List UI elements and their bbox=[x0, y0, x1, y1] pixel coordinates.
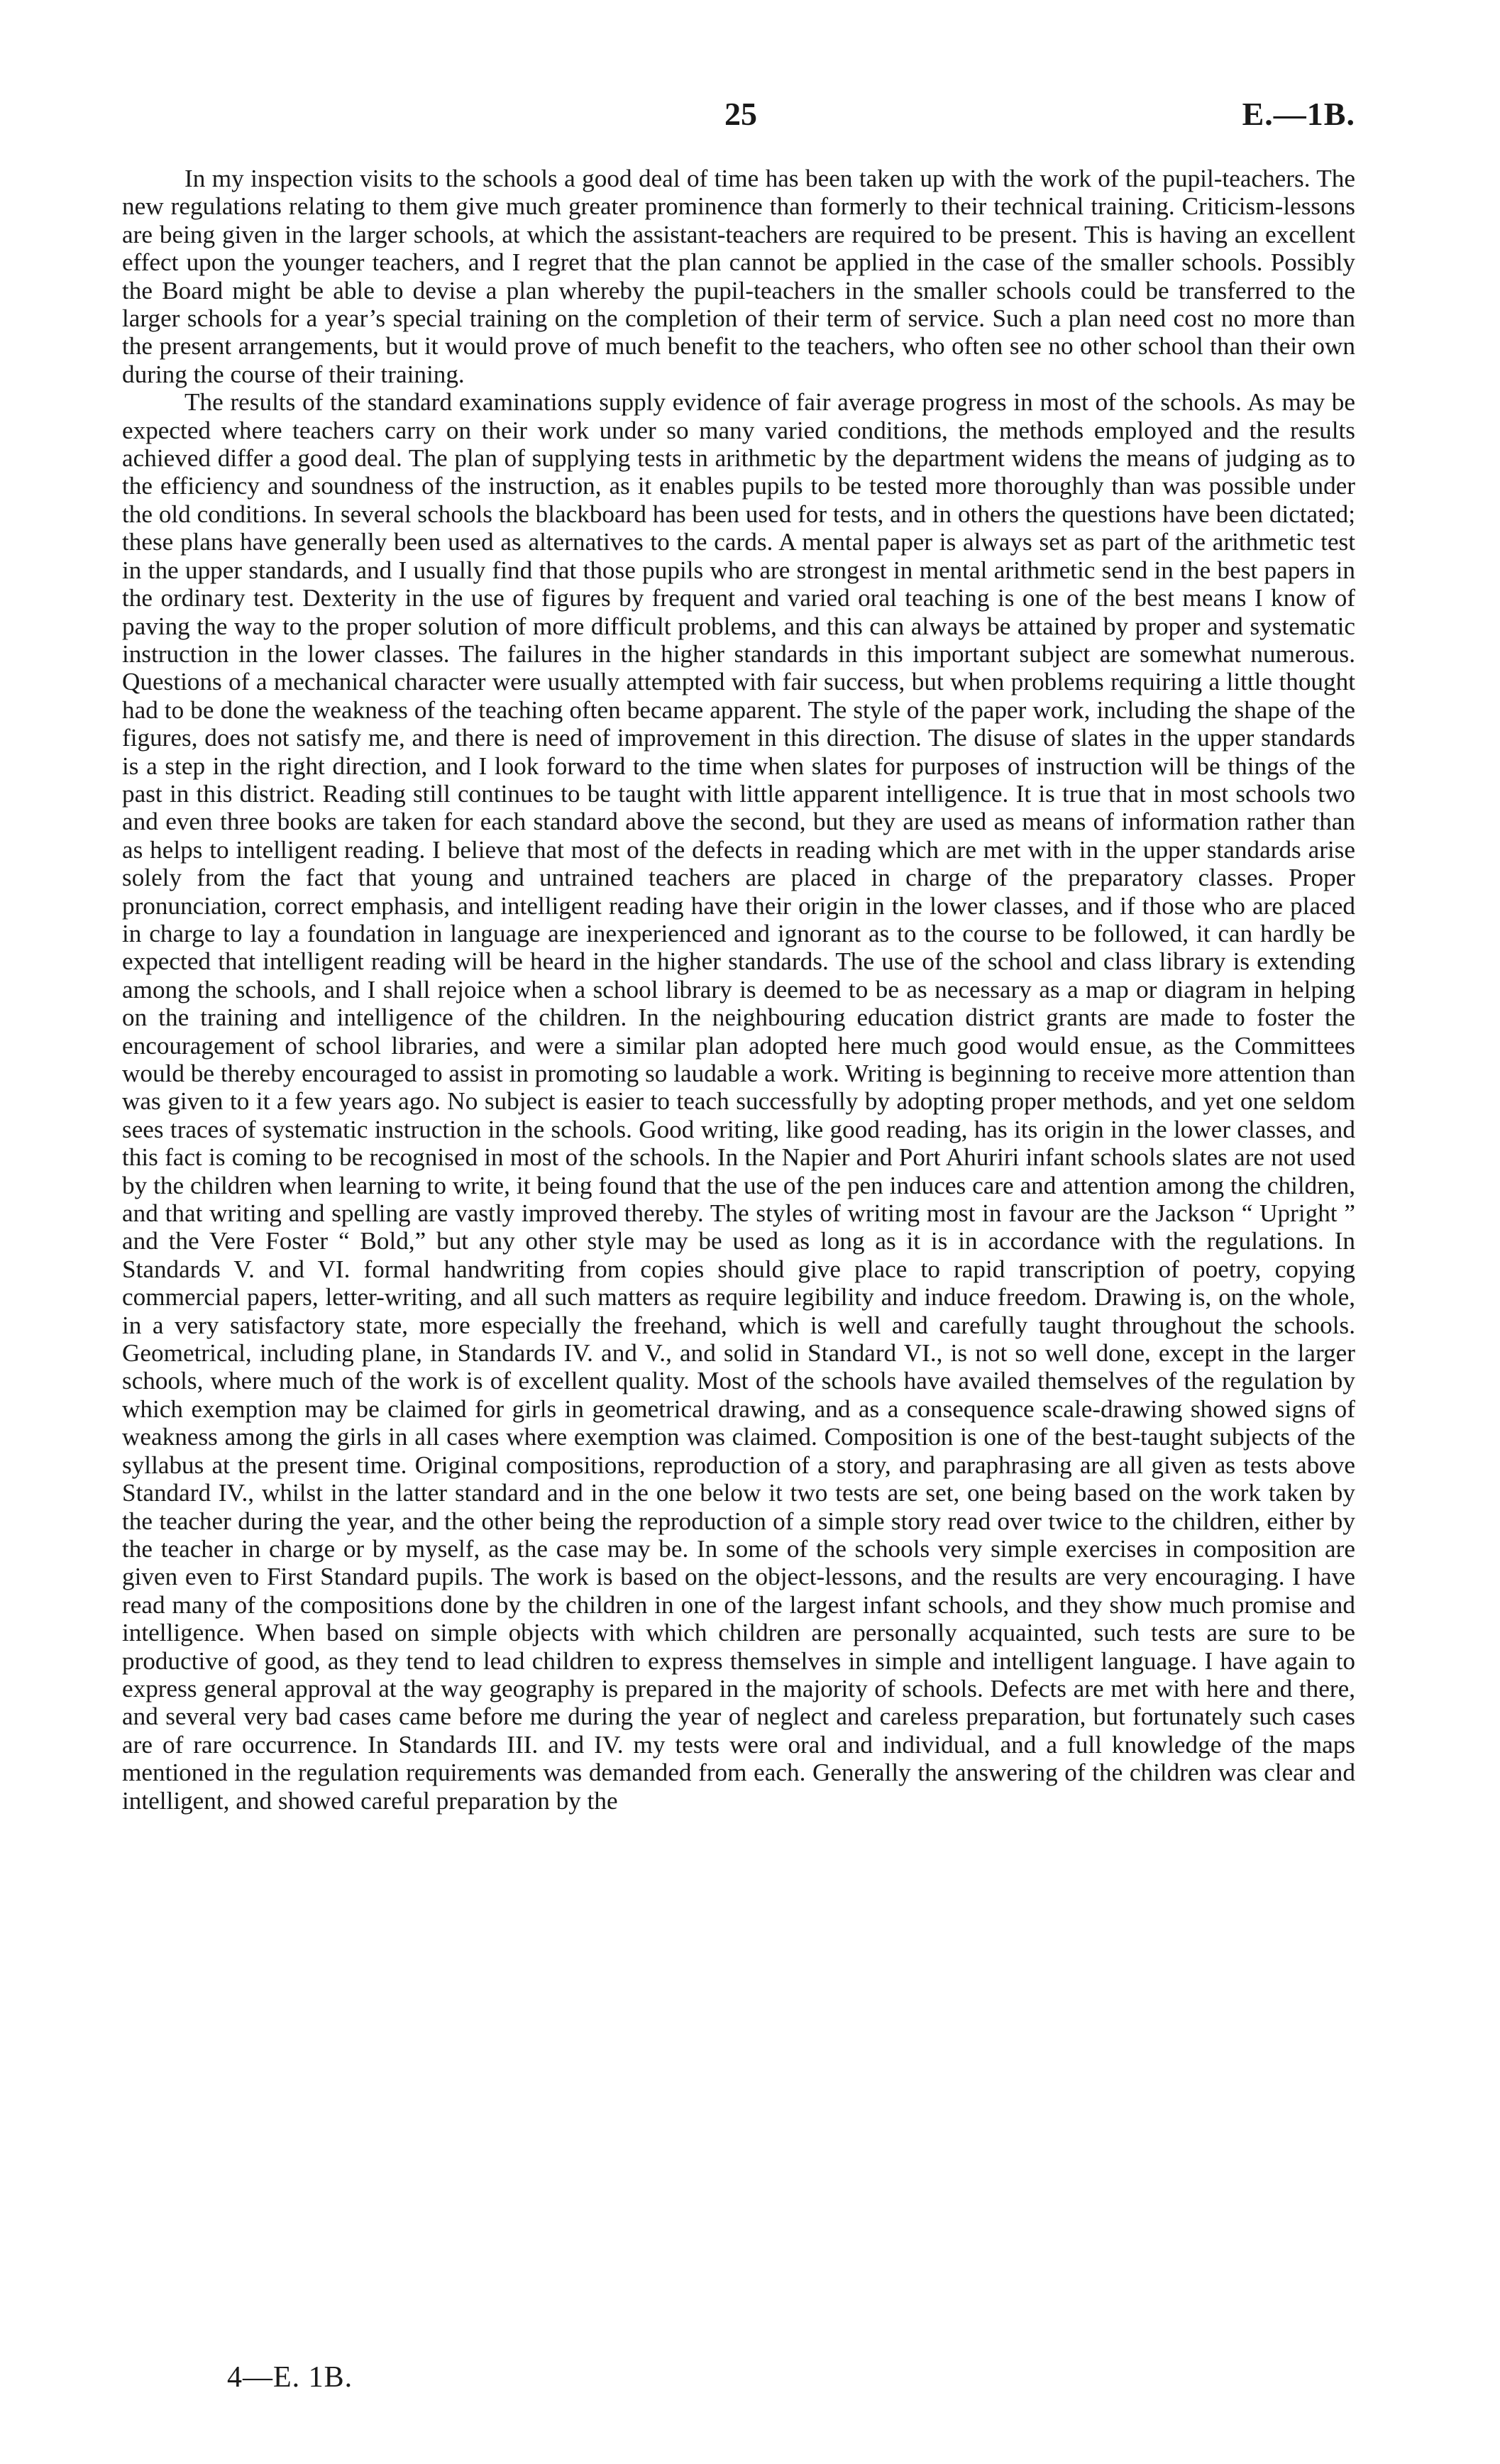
document-reference: E.—1B. bbox=[1242, 96, 1355, 132]
page-number: 25 bbox=[724, 96, 757, 132]
signature-mark: 4—E. 1B. bbox=[227, 2361, 353, 2394]
body-text bbox=[122, 165, 1355, 1815]
paragraph-standard-examinations: The results of the standard examinations supply evidence of fair average progress in most of the schools. As may be expected where teachers carry on their work under so many varied conditions, the methods employed and the results achieved differ a good deal. The plan of supplying tests in arithmetic by the department widens the means of judging as to the efficiency and soundness of the instruction, as it enables pupils to be tested more thoroughly than was possible under the old conditions. In several schools the blackboard has been used for tests, and in others the questions have been dictated; these plans have generally been used as alternatives to the cards. A mental paper is always set as part of the arithmetic test in the upper standards, and I usually find that those pupils who are strongest in mental arithmetic send in the best papers in the ordinary test. Dexterity in the use of figures by frequent and varied oral teaching is one of the best means I know of paving the way to the proper solution of more difficult problems, and this can always be attained by proper and systematic instruction in the lower classes. The failures in the higher standards in this important subject are somewhat numerous. Questions of a mechanical character were usually attempted with fair success, but when problems requiring a little thought had to be done the weakness of the teaching often became apparent. The style of the paper work, including the shape of the figures, does not satisfy me, and there is need of improvement in this direction. The disuse of slates in the upper standards is a step in the right direction, and I look forward to the time when slates for purposes of instruction will be things of the past in this district. Reading still continues to be taught with little apparent intelligence. It is true that in most schools two and even three books are taken for each standard above the second, but they are used as means of information rather than as helps to intelligent reading. I believe that most of the defects in reading which are met with in the upper standards arise solely from the fact that young and untrained teachers are placed in charge of the preparatory classes. Proper pronunciation, correct emphasis, and intelligent reading have their origin in the lower classes, and if those who are placed in charge to lay a foundation in language are inexperienced and ignorant as to the course to be followed, it can hardly be expected that intelligent reading will be heard in the higher standards. The use of the school and class library is extending among the schools, and I shall rejoice when a school library is deemed to be as necessary as a map or diagram in helping on the training and intelligence of the children. In the neighbouring education district grants are made to foster the encouragement of school libraries, and were a similar plan adopted here much good would ensue, as the Committees would be thereby encouraged to assist in promoting so laudable a work. Writing is beginning to receive more attention than was given to it a few years ago. No subject is easier to teach successfully by adopting proper methods, and yet one seldom sees traces of systematic instruction in the schools. Good writing, like good reading, has its origin in the lower classes, and this fact is coming to be recognised in most of the schools. In the Napier and Port Ahuriri infant schools slates are not used by the children when learning to write, it being found that the use of the pen induces care and attention among the children, and that writing and spelling are vastly improved thereby. The styles of writing most in favour are the Jackson “ Upright ” and the Vere Foster “ Bold,” but any other style may be used as long as it is in accordance with the regulations. In Standards V. and VI. formal handwriting from copies should give place to rapid transcription of poetry, copying commercial papers, letter-writing, and all such matters as require legibility and induce freedom. Drawing is, on the whole, in a very satisfactory state, more especially the freehand, which is well and carefully taught throughout the schools. Geometrical, including plane, in Standards IV. and V., and solid in Standard VI., is not so well done, except in the larger schools, where much of the work is of excellent quality. Most of the schools have availed themselves of the regulation by which exemption may be claimed for girls in geometrical drawing, and as a consequence scale-drawing showed signs of weakness among the girls in all cases where exemption was claimed. Composition is one of the best-taught subjects of the syllabus at the present time. Original compositions, reproduction of a story, and paraphrasing are all given as tests above Standard IV., whilst in the latter standard and in the one below it two tests are set, one being based on the work taken by the teacher during the year, and the other being the reproduction of a simple story read over twice to the children, either by the teacher in charge or by myself, as the case may be. In some of the schools very simple exercises in composition are given even to First Standard pupils. The work is based on the object-lessons, and the results are very encouraging. I have read many of the compositions done by the children in one of the largest infant schools, and they show much promise and intelligence. When based on simple objects with which children are personally acquainted, such tests are sure to be productive of good, as they tend to lead children to express themselves in simple and intelligent language. I have again to express general approval at the way geography is prepared in the majority of schools. Defects are met with here and there, and several very bad cases came before me during the year of neglect and careless preparation, but fortunately such cases are of rare occurrence. In Standards III. and IV. my tests were oral and individual, and a full knowledge of the maps mentioned in the regulation requirements was demanded from each. Generally the answering of the children was clear and intelligent, and showed careful preparation by the bbox=[122, 388, 1355, 1815]
page-header bbox=[122, 95, 1355, 138]
paragraph-pupil-teachers: In my inspection visits to the schools a good deal of time has been taken up with the work of the pupil-teachers. The new regulations relating to them give much greater prominence than formerly to their technical training. Criticism-lessons are being given in the larger schools, at which the assistant-teachers are required to be present. This is having an excellent effect upon the younger teachers, and I regret that the plan cannot be applied in the case of the smaller schools. Possibly the Board might be able to devise a plan whereby the pupil-teachers in the smaller schools could be transferred to the larger schools for a year’s special training on the completion of their term of service. Such a plan need cost no more than the present arrangements, but it would prove of much benefit to the teachers, who often see no other school than their own during the course of their training. bbox=[122, 165, 1355, 388]
